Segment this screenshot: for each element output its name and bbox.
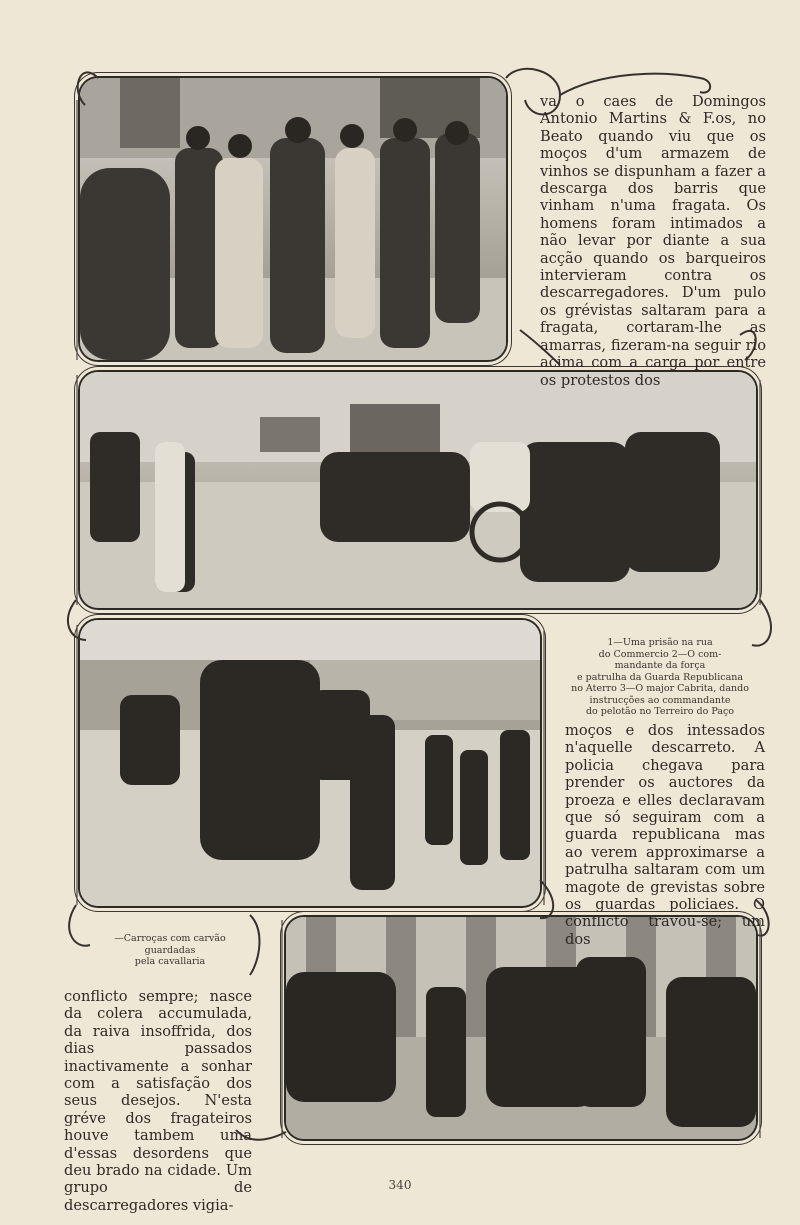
photo-terreiro-paco [286,917,756,1139]
caption-line: mandante da força [614,660,706,671]
article-paragraph: moços e dos intessados n'aquelle descarreto. A policia chegava para prender os auctores da proeza e elles declaravam que só seguiram com a guarda republicana mas ao verem approximarse a patrulha saltaram com um magote de grevistas sobre os guardas policiaes. O conflicto travou-se; um dos [565,722,765,948]
caption-line: 1—Uma prisão na rua [607,637,713,648]
caption-line: e patrulha da Guarda Republicana [576,671,744,683]
caption-carts [110,933,230,968]
photo-carts-cavalry [80,372,756,608]
article-text-top [540,93,766,389]
page-number: 340 [388,1178,412,1192]
caption-line: do Commercio 2—O com- [598,648,722,660]
photo-patrol-guard [80,620,540,906]
caption-line: no Aterro 3—O major Cabrita, dando [571,683,749,694]
article-paragraph: va o caes de Domingos Antonio Martins & F.os, no Beato quando viu que os moços d'um armazem de vinhos se dispunham a fazer a descarga dos barris que vinham n'uma fragata. Os homens foram intimados a não levar por diante a sua acção quando os barqueiros intervieram contra os descarregadores. D'um pulo os grévistas saltaram para a fragata, cortaram-lhe as amarras, fizeram-na seguir rio acima com a carga por entre os protestos dos [540,93,766,389]
caption-photos-1-3 [550,637,770,718]
caption-line: instrucções ao commandante [589,694,731,706]
caption-line: do pelotão no Terreiro do Paço [585,706,735,717]
photo-arrest-street [80,78,506,360]
article-text-middle [565,722,765,948]
caption-line: guardadas [144,944,196,956]
article-paragraph: conflicto sempre; nasce da colera accumulada, da raiva insoffrida, dos dias passados inactivamente a sonhar com a satisfação dos seus desejos. N'esta gréve dos fragateiros houve tambem uma d'essas desordens que deu brado na cidade. Um grupo de descarregadores vigia- [64,988,252,1214]
caption-line: pela cavallaria [134,956,206,967]
caption-line: —Carroças com carvão [114,933,226,944]
